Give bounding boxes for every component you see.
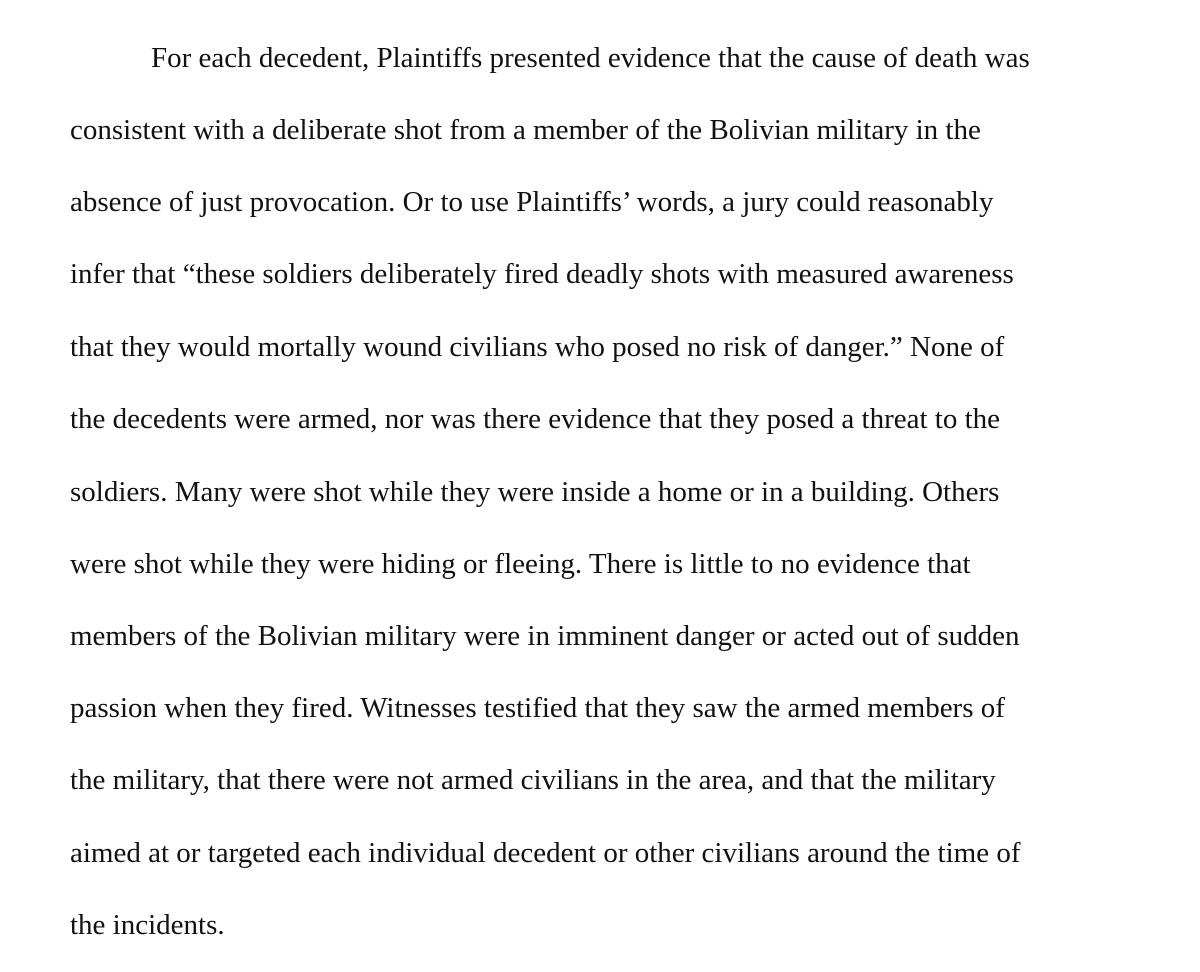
paragraph-line-12: aimed at or targeted each individual decedent or other civilians around the time of xyxy=(70,837,1021,869)
paragraph-line-8: were shot while they were hiding or fleeing. There is little to no evidence that xyxy=(70,548,971,580)
paragraph-line-2: consistent with a deliberate shot from a member of the Bolivian military in the xyxy=(70,114,981,146)
paragraph-line-4: infer that “these soldiers deliberately fired deadly shots with measured awareness xyxy=(70,258,1014,290)
paragraph-line-11: the military, that there were not armed civilians in the area, and that the military xyxy=(70,764,996,796)
paragraph-line-3: absence of just provocation. Or to use Plaintiffs’ words, a jury could reasonably xyxy=(70,186,994,218)
paragraph-line-6: the decedents were armed, nor was there evidence that they posed a threat to the xyxy=(70,403,1001,435)
paragraph-line-7: soldiers. Many were shot while they were inside a home or in a building. Others xyxy=(70,476,1000,508)
paragraph-line-5: that they would mortally wound civilians who posed no risk of danger.” None of xyxy=(70,331,1005,363)
paragraph-line-9: members of the Bolivian military were in imminent danger or acted out of sudden xyxy=(70,620,1020,652)
paragraph-line-1: For each decedent, Plaintiffs presented evidence that the cause of death was xyxy=(151,42,1030,74)
paragraph-line-10: passion when they fired. Witnesses testified that they saw the armed members of xyxy=(70,692,1005,724)
paragraph-line-13: the incidents. xyxy=(70,909,225,941)
